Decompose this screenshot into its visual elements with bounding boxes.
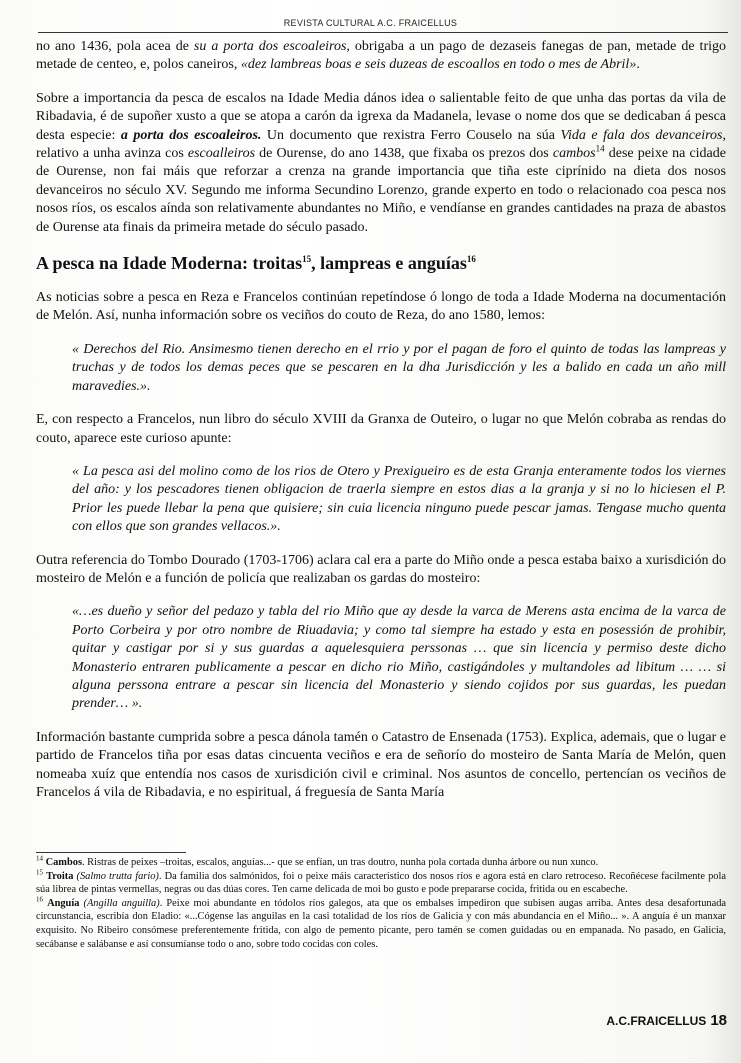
quote-2: « La pesca asi del molino como de los rios de Otero y Prexigueiro es de esta Granja enteramente todos los viernes del año: y los pescadores tienen obligacion de traerla siempre en estos dias a la granja y si no lo hiciesen el P. Prior les puede llebar la pena que quisiere; sin cuia licencia ninguno puede pescar jamas. Tengase mucho quenta con ellos que son grandes vellacos.». — [72, 463, 726, 535]
footnote-ref-15[interactable]: 15 — [302, 254, 312, 265]
footnote-14: $^{14}$ Cambos. Ristras de peixes –troitas, escalos, anguías...- que se enfían, un tras doutro, nunha pola cortada dunha árbore ou nun xunco. — [36, 854, 599, 868]
quote-1: « Derechos del Rio. Ansimesmo tienen derecho en el rrio y por el pagan de foro el quinto de todas las lampreas y truchas y de todos los demas peces que se pescaren en la dha Jurisdicción y les a balido en cada un año mill maravedies.». — [72, 341, 726, 394]
quote-3: «…es dueño y señor del pedazo y tabla del rio Miño que ay desde la varca de Merens asta encima de la varca de Porto Corbeira y por otro nombre de Riuadavia; y como tal siempre ha estado y esta en posessión de prohibir, quitar y castigar por si y sus guardas a aquelesquiera perssonas … que sin licencia y permiso deste dicho Monasterio entraren publicamente a pescar en dicho rio Miño, castigándoles y multandoles ad libitum … … si alguna perssona entrare a pescar sin licencia del Monasterio y siendo cojidos por sus guardas, les puedan prender… ». — [72, 604, 726, 712]
paragraph-1: no ano 1436, pola acea de su a porta dos escoaleiros, obrigaba a un pago de dezaseis fanegas de pan, metade de trigo metade de centeo, e, polos caneiros, «dez lambreas boas e seis duzeas de escoallos en todo o mes de Abril». — [36, 39, 726, 73]
footnote-16: $^{16}$ Anguía (Angilla anguilla). Peixe moi abundante en tódolos ríos galegos, ata que os embalses impediron que subisen augas arriba. Antes desa desafortunada circunstancia, escribía don Eladio: «...Cógense las anguilas en la casi totalidad de los ríos de Galicia y con más abundancia en el Miño... ». A anguía é un manxar exquisito. No Ribeiro consómese preferentemente fritida, con algo de pemento picante, pero tamén se comen guidadas ou en empanada. No pasado, en Galicia, secábanse e salábanse e así consumíanse todo o ano, sobre todo cocidas con coles. — [36, 895, 726, 950]
footnote-rule — [36, 852, 186, 853]
paragraph-2: Sobre a importancia da pesca de escalos na Idade Media dános idea o salientable feito de que unha das portas da vila de Ribadavia, é de supoñer xusto a que se atopa a carón da igrexa da Madanela, levase o nome dos que se dedicaban á pesca desta especie: a porta dos escoaleiros. Un documento que rexistra Ferro Couselo na súa Vida e fala dos devanceiros, relativo a unha avinza cos escoalleiros de Ourense, do ano 1438, que fixaba os prezos dos cambos$^{14}$ dese peixe na cidade de Ourense, non fai máis que reforzar a crenza na grande importancia que tiña este ciprínido na dieta dos nosos devanceiros no século XV. Segundo me informa Secundino Lorenzo, grande experto en todo o relacionado coa pesca nos nosos ríos, os escalos aínda son relativamente abundantes no Miño, e vendíanse en grandes cantidades na praza de abastos de Ourense ata finais da primeira metade do século pasado. — [36, 90, 726, 235]
article-body — [36, 38, 726, 802]
paragraph-6: Información bastante cumprida sobre a pesca dánola tamén o Catastro de Ensenada (1753). Explica, ademais, que o lugar e partido de Francelos tiña por esas datas cincuenta veciños e era de señorío do mosteiro de Santa María de Melón, quen nomeaba xuíz que entendía nos casos de xurisdición civil e criminal. Nos asuntos de concello, pertencían os veciños de Francelos á vila de Ribadavia, e no espiritual, á freguesía de Santa María — [36, 729, 726, 800]
paragraph-5: Outra referencia do Tombo Dourado (1703-1706) aclara cal era a parte do Miño onde a pesca estaba baixo a xurisdición do mosteiro de Melón e a función de policía que realizaban os gardas do mosteiro: — [36, 552, 726, 586]
footnote-15: $^{15}$ Troita (Salmo trutta fario). Da familia dos salmónidos, foi o peixe máis característico dos nosos ríos e agora está en claro retroceso. Recoñécese facilmente pola súa librea de pintas vermellas, negras ou das dúas cores. Ten carne delicada de moi bo gusto e pode prepararse cocida, fritida ou en escabeche. — [36, 868, 726, 896]
header-rule — [38, 32, 728, 33]
footnotes — [36, 856, 726, 951]
page-footer — [606, 1012, 727, 1029]
running-header: REVISTA CULTURAL A.C. FRAICELLUS — [283, 18, 458, 28]
footer-label: A.C.FRAICELLUS — [606, 1014, 707, 1028]
footnote-ref-16[interactable]: 16 — [466, 254, 476, 265]
page-number: 18 — [710, 1012, 727, 1029]
paragraph-4: E, con respecto a Francelos, nun libro do século XVIII da Granxa de Outeiro, o lugar no que Melón cobraba as rendas do couto, aparece este curioso apunte: — [36, 412, 726, 446]
section-heading: A pesca na Idade Moderna: troitas$^{15}$, lampreas e anguías$^{16}$ — [36, 253, 476, 274]
paragraph-3: As noticias sobre a pesca en Reza e Francelos continúan repetíndose ó longo de toda a Idade Moderna na documentación de Melón. Así, nunha información sobre os veciños do couto de Reza, do ano 1580, lemos: — [36, 290, 726, 324]
footnote-ref-14[interactable]: 14 — [595, 143, 605, 154]
